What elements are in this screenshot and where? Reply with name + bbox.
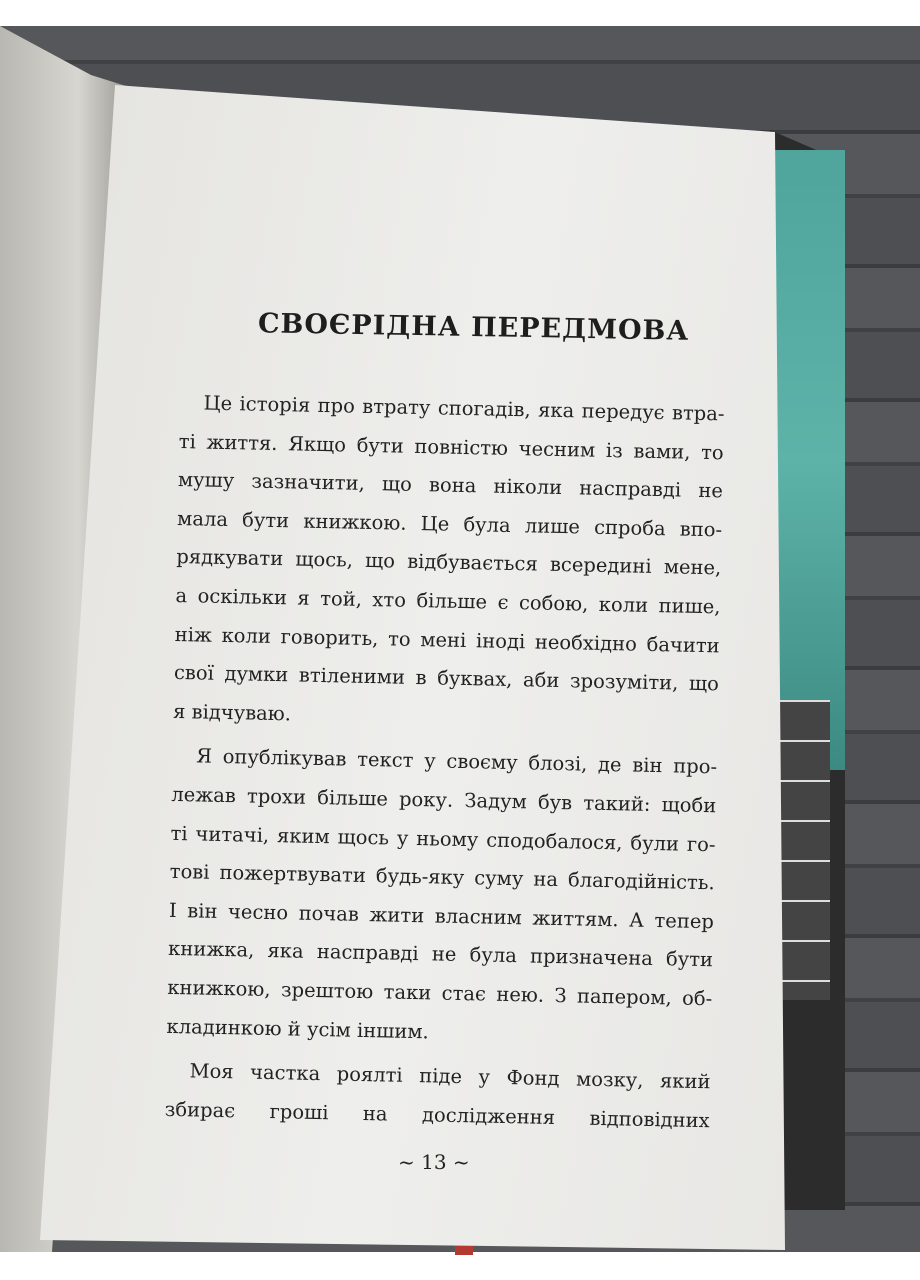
paragraph-3: [164, 1052, 710, 1141]
cover-teal-artwork: [775, 150, 845, 770]
text-line: Це історія про втрату спогадів, яка передує втра-: [203, 391, 725, 426]
bookmark-ribbon: [455, 1245, 473, 1255]
text-line: ті життя. Якщо бути повністю чесним із вами, то: [178, 429, 724, 464]
text-line: тові пожертвувати будь-яку суму на благодійність.: [169, 860, 715, 895]
chapter-title: СВОЄРІДНА ПЕРЕДМОВА: [257, 308, 690, 347]
text-line: я відчуваю.: [172, 699, 292, 726]
cover-stripes-artwork: [780, 700, 830, 1000]
text-line: ті читачі, яким щось у ньому сподобалося, були го-: [170, 821, 716, 856]
text-line: лежав трохи більше року. Задум був такий: щоби: [171, 782, 717, 818]
text-line: книжка, яка насправді не була призначена бути: [167, 937, 714, 972]
text-line: ніж коли говорить, то мені іноді необхідно бачити: [174, 622, 720, 657]
text-line: мала бути книжкою. Це була лише спроба впо-: [176, 506, 723, 542]
text-line: а оскільки я той, хто більше є собою, коли пише,: [175, 583, 721, 619]
top-border: [0, 0, 920, 26]
paragraph-2: [166, 737, 717, 1057]
text-line: І він чесно почав жити власним життям. А тепер: [168, 898, 715, 934]
text-line: збирає гроші на дослідження відповідних: [164, 1097, 710, 1132]
text-line: мушу зазначити, що вона ніколи насправді не: [177, 468, 724, 503]
text-line: свої думки втіленими в буквах, аби зрозуміти, що: [173, 661, 720, 696]
text-line: книжкою, зрештою таки стає нею. З папером, об-: [167, 975, 713, 1011]
text-line: Моя частка роялті піде у Фонд мозку, який: [189, 1059, 711, 1094]
paragraph-1: [173, 384, 725, 743]
text-line: кладинкою й усім іншим.: [166, 1014, 429, 1043]
page-body-text: [164, 384, 724, 1141]
page-number: ~ 13 ~: [398, 1150, 470, 1174]
text-line: Я опублікував текст у своєму блозі, де він про-: [195, 744, 718, 779]
text-line: рядкувати щось, що відбувається всередині мене,: [176, 545, 722, 580]
bottom-border: [0, 1252, 920, 1280]
